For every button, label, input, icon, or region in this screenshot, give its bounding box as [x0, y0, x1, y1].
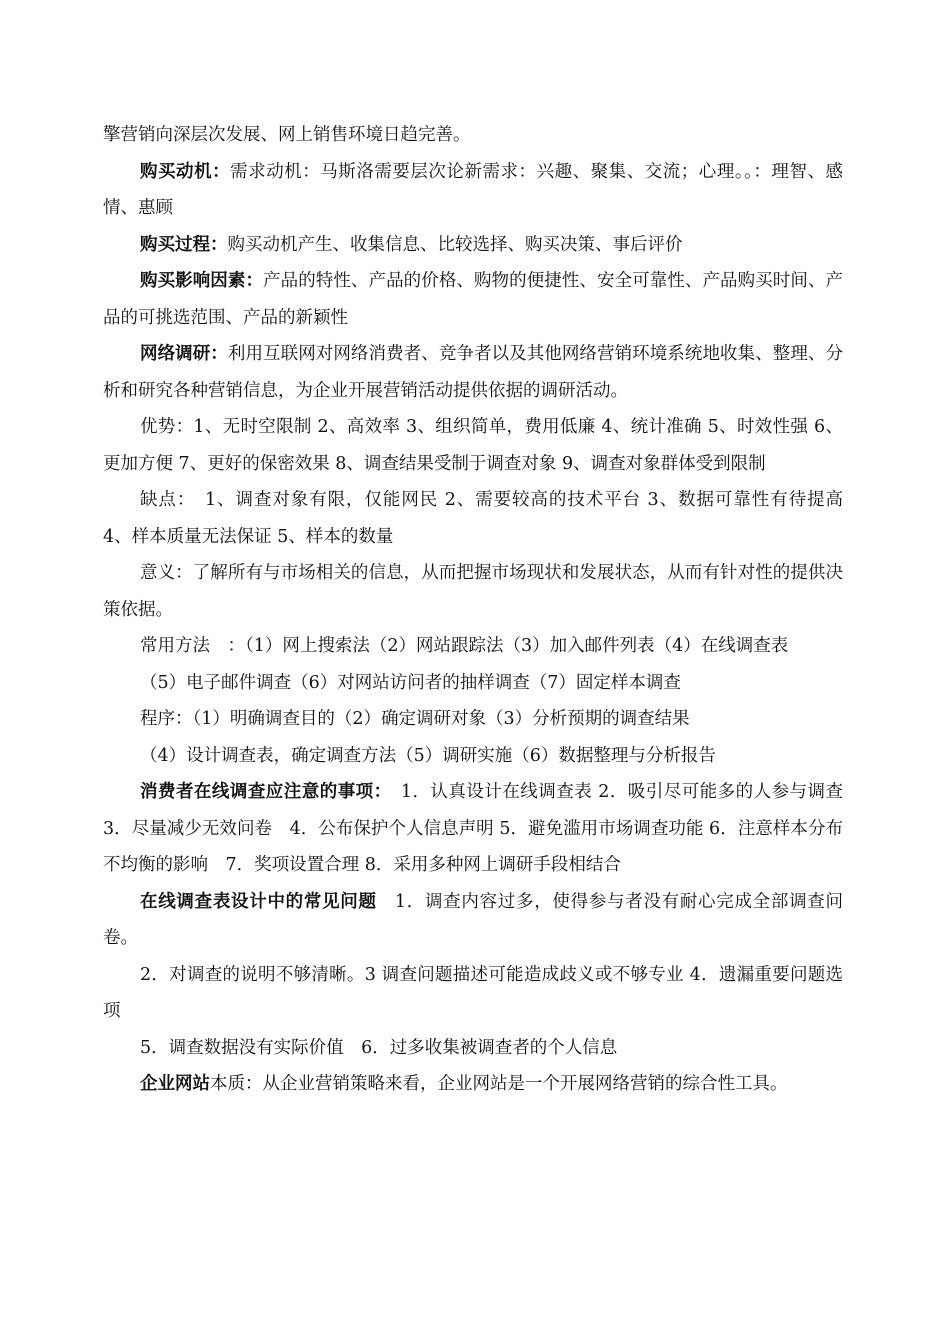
- paragraph-common-methods-cont: [103, 665, 843, 702]
- paragraph-text: 意义：了解所有与市场相关的信息，从而把握市场现状和发展状态，从而有针对性的提供决策依据。: [103, 563, 843, 620]
- paragraph-purchase-factors: [103, 263, 843, 336]
- paragraph-problems-cont-2: [103, 1030, 843, 1067]
- paragraph-common-methods: [103, 628, 843, 665]
- paragraph-text: 购买动机产生、收集信息、比较选择、购买决策、事后评价: [227, 234, 683, 255]
- paragraph-text: （4）设计调查表，确定调查方法（5）调研实施（6）数据整理与分析报告: [140, 745, 716, 766]
- paragraph-text: 擎营销向深层次发展、网上销售环境日趋完善。: [103, 125, 471, 145]
- paragraph-procedure-cont: [103, 738, 843, 775]
- paragraph-disadvantages: [103, 482, 861, 555]
- term-heading: 购买动机：: [140, 161, 231, 182]
- term-heading: 在线调查表设计中的常见问题: [140, 891, 377, 912]
- paragraph-text: 1．认真设计在线调查表 2．吸引尽可能多的人参与调查 3．尽量减少无效问卷 4．公布保护个人信息声明 5．避免滥用市场调查功能 6．注意样本分布不均衡的影响 7．奖项设置合理 8．采用多种网上调研手段相结合: [103, 782, 843, 875]
- paragraph-problems-cont-1: [103, 957, 843, 1030]
- paragraph-text: 5．调查数据没有实际价值 6．过多收集被调查者的个人信息: [140, 1037, 618, 1058]
- paragraph-text: 利用互联网对网络消费者、竞争者以及其他网络营销环境系统地收集、整理、分析和研究各种营销信息，为企业开展营销活动提供依据的调研活动。: [103, 344, 844, 401]
- term-heading: 消费者在线调查应注意的事项：: [140, 782, 383, 802]
- paragraph-text: 缺点： 1、调查对象有限，仅能网民 2、需要较高的技术平台 3、数据可靠性有待提高 4、样本质量无法保证 5、样本的数量: [103, 490, 861, 547]
- paragraph-advantages: [103, 409, 843, 482]
- paragraph-significance: [103, 555, 843, 628]
- paragraph-company-website: [103, 1066, 843, 1103]
- paragraph-continuation: [103, 117, 843, 154]
- paragraph-common-problems: [103, 884, 843, 957]
- paragraph-purchase-motive: [103, 154, 843, 227]
- paragraph-text: （5）电子邮件调查（6）对网站访问者的抽样调查（7）固定样本调查: [140, 672, 681, 693]
- paragraph-text: 产品的特性、产品的价格、购物的便捷性、安全可靠性、产品购买时间、产品的可挑选范围、产品的新颖性: [103, 271, 844, 328]
- paragraph-text: 程序：（1）明确调查目的（2）确定调研对象（3）分析预期的调查结果: [140, 709, 690, 729]
- term-heading: 购买影响因素：: [140, 271, 264, 291]
- term-heading: 购买过程：: [140, 234, 228, 255]
- paragraph-text: 需求动机：马斯洛需要层次论新需求：兴趣、聚集、交流；心理。。：理智、感情、惠顾: [103, 161, 844, 218]
- paragraph-online-research: [103, 336, 843, 409]
- paragraph-text: 2．对调查的说明不够清晰。3 调查问题描述可能造成歧义或不够专业 4．遗漏重要问题选项: [103, 964, 843, 1021]
- document-body: [103, 117, 861, 1103]
- paragraph-purchase-process: [103, 227, 843, 264]
- paragraph-text: 本质：从企业营销策略来看，企业网站是一个开展网络营销的综合性工具。: [210, 1074, 788, 1094]
- paragraph-text: 常用方法 ：（1）网上搜索法（2）网站跟踪法（3）加入邮件列表（4）在线调查表: [140, 636, 789, 656]
- paragraph-text: 1．调查内容过多，使得参与者没有耐心完成全部调查问卷。: [103, 891, 844, 948]
- paragraph-procedure: [103, 701, 843, 738]
- paragraph-text: 优势：1、无时空限制 2、高效率 3、组织简单，费用低廉 4、统计准确 5、时效性强 6、更加方便 7、更好的保密效果 8、调查结果受制于调查对象 9、调查对象群体受到限制: [103, 417, 843, 474]
- paragraph-survey-notes: [103, 774, 843, 884]
- term-heading: 网络调研：: [140, 344, 228, 364]
- term-heading: 企业网站: [140, 1074, 210, 1094]
